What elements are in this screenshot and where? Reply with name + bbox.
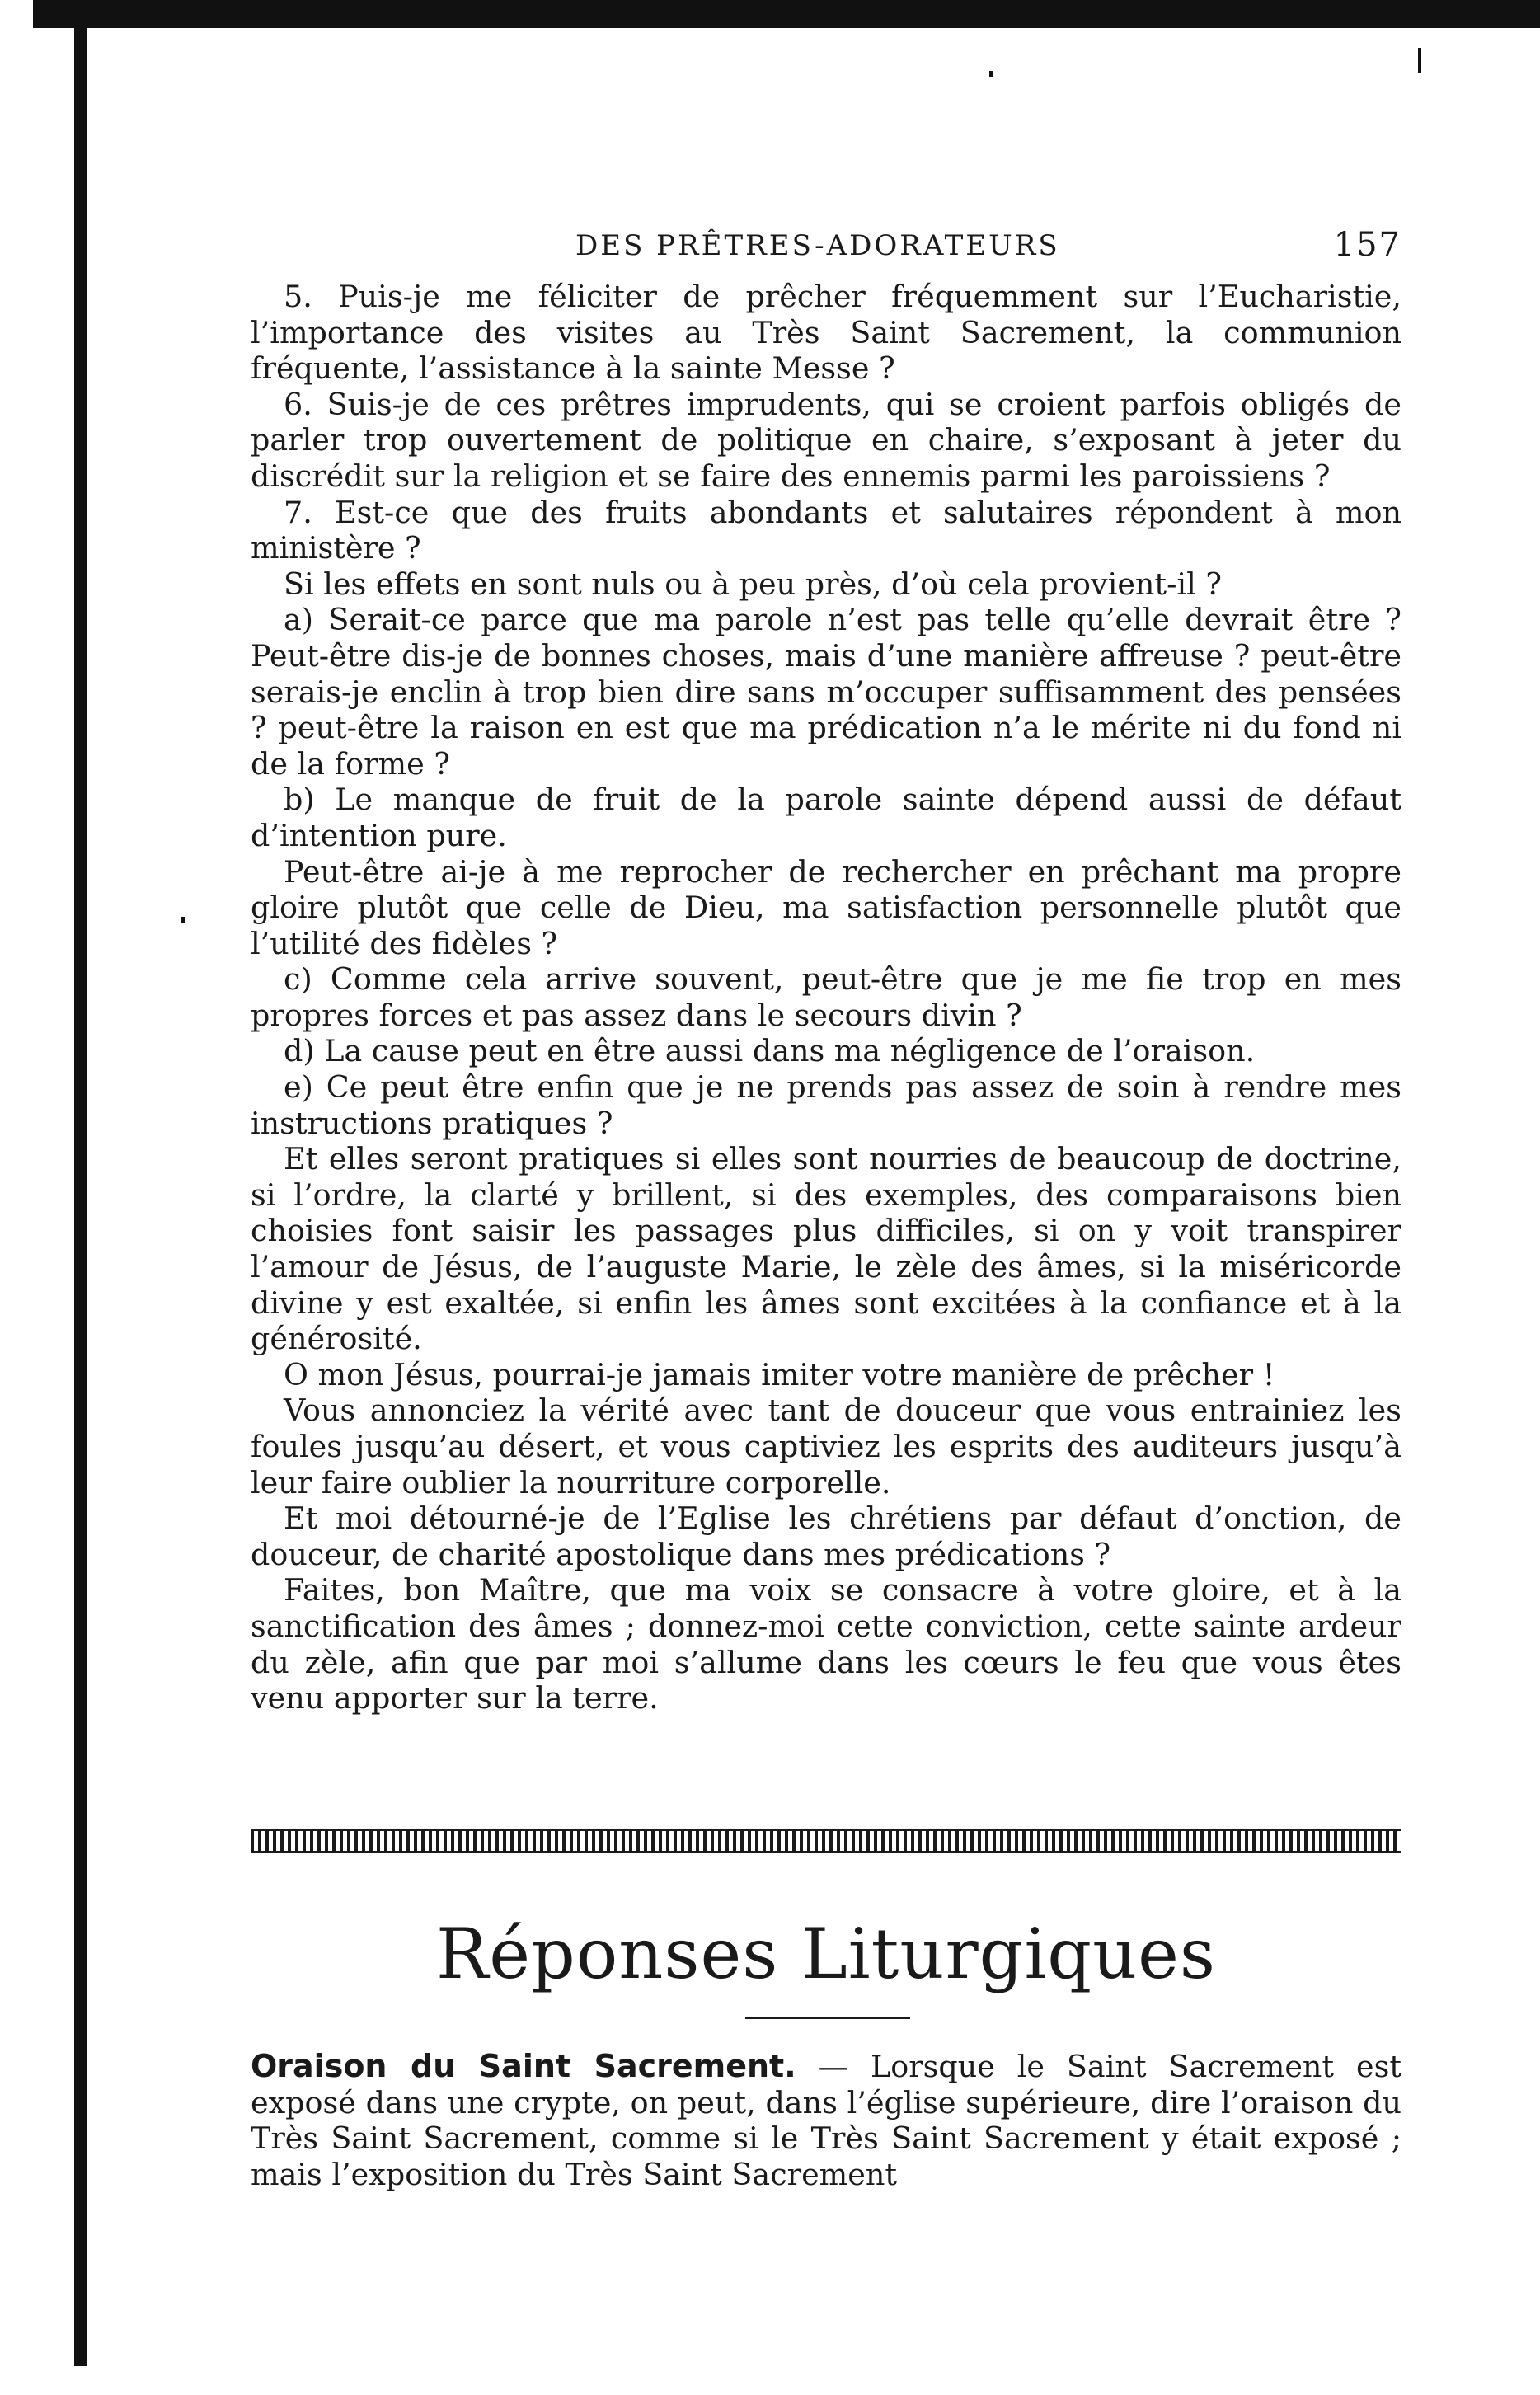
paragraph-sub-c: c) Comme cela arrive souvent, peut-être que je me fie trop en mes propres forces et pas assez dans le secours divin ? — [251, 961, 1401, 1033]
section-title: Réponses Liturgiques — [435, 1914, 1216, 1994]
paragraph: Vous annonciez la vérité avec tant de douceur que vous entrainiez les foules jusqu’au désert, et vous captiviez les esprits des auditeurs jusqu’à leur faire oublier la nourriture corporelle. — [251, 1392, 1401, 1500]
paragraph-item-6: 6. Suis-je de ces prêtres imprudents, qui se croient parfois obligés de parler trop ouvertement de politique en chaire, s’exposant à jeter du discrédit sur la religion et se faire des ennemis parmi les paroissiens ? — [251, 386, 1401, 494]
section-paragraph — [251, 2049, 1401, 2192]
running-header — [251, 226, 1401, 270]
paragraph: Si les effets en sont nuls ou à peu près, d’où cela provient-il ? — [284, 566, 1222, 602]
paragraph: Et moi détourné-je de l’Eglise les chrétiens par défaut d’onction, de douceur, de charité apostolique dans mes prédications ? — [251, 1500, 1401, 1572]
paragraph: Peut-être ai-je à me reprocher de rechercher en prêchant ma propre gloire plutôt que celle de Dieu, ma satisfaction personnelle plutôt que l’utilité des fidèles ? — [251, 853, 1401, 961]
paragraph-sub-b: b) Le manque de fruit de la parole sainte dépend aussi de défaut d’intention pure. — [251, 782, 1401, 853]
page-number: 157 — [1333, 226, 1401, 264]
paragraph-item-7: 7. Est-ce que des fruits abondants et salutaires répondent à mon ministère ? — [251, 494, 1401, 566]
paragraph: Faites, bon Maître, que ma voix se consacre à votre gloire, et à la sanctification des âmes ; donnez-moi cette conviction, cette sainte ardeur du zèle, afin que par moi s’allume dans les cœurs le feu que vous êtes venu apporter sur la terre. — [251, 1572, 1401, 1716]
section-text — [251, 2049, 1401, 2192]
run-in-heading: Oraison du Saint Sacrement. — [251, 2048, 796, 2084]
paragraph-sub-a: a) Serait-ce parce que ma parole n’est pas telle qu’elle devrait être ? Peut-être dis-je de bonnes choses, mais d’une manière affreuse ? peut-être serais-je enclin à trop bien dire sans m’occuper suffisamment des pensées ? peut-être la raison en est que ma prédication n’a le mérite ni du fond ni de la forme ? — [251, 602, 1401, 782]
paragraph-sub-e: e) Ce peut être enfin que je ne prends pas assez de soin à rendre mes instructions pratiques ? — [251, 1069, 1401, 1141]
paragraph: Et elles seront pratiques si elles sont nourries de beaucoup de doctrine, si l’ordre, la clarté y brillent, si des exemples, des comparaisons bien choisies font saisir les passages plus difficiles, si on y voit transpirer l’amour de Jésus, de l’auguste Marie, le zèle des âmes, si la miséricorde divine y est exaltée, si enfin les âmes sont excitées à la confiance et à la générosité. — [251, 1141, 1401, 1357]
paragraph-sub-d: d) La cause peut en être aussi dans ma négligence de l’oraison. — [284, 1033, 1256, 1069]
paragraph-item-5: 5. Puis-je me féliciter de prêcher fréquemment sur l’Eucharistie, l’importance des visites au Très Saint Sacrement, la communion fréquente, l’assistance à la sainte Messe ? — [251, 279, 1401, 387]
top-border-rule — [33, 0, 1540, 28]
paragraph: O mon Jésus, pourrai-je jamais imiter votre manière de prêcher ! — [284, 1356, 1275, 1392]
print-speck — [181, 917, 185, 923]
ornamental-divider — [251, 1829, 1401, 1853]
print-speck — [989, 71, 993, 77]
body-text — [251, 279, 1401, 1716]
title-underline-rule — [745, 2017, 910, 2019]
left-border-rule — [74, 25, 87, 2366]
print-speck — [1418, 48, 1421, 73]
running-title: DES PRÊTRES-ADORATEURS — [575, 229, 1060, 262]
section-paragraph-text: — Lorsque le Saint Sacrement est exposé dans une crypte, on peut, dans l’église supérieure, dire l’oraison du Très Saint Sacrement, comme si le Très Saint Sacrement y était exposé ; mais l’exposition du Très Saint Sacrement — [251, 2049, 1401, 2192]
